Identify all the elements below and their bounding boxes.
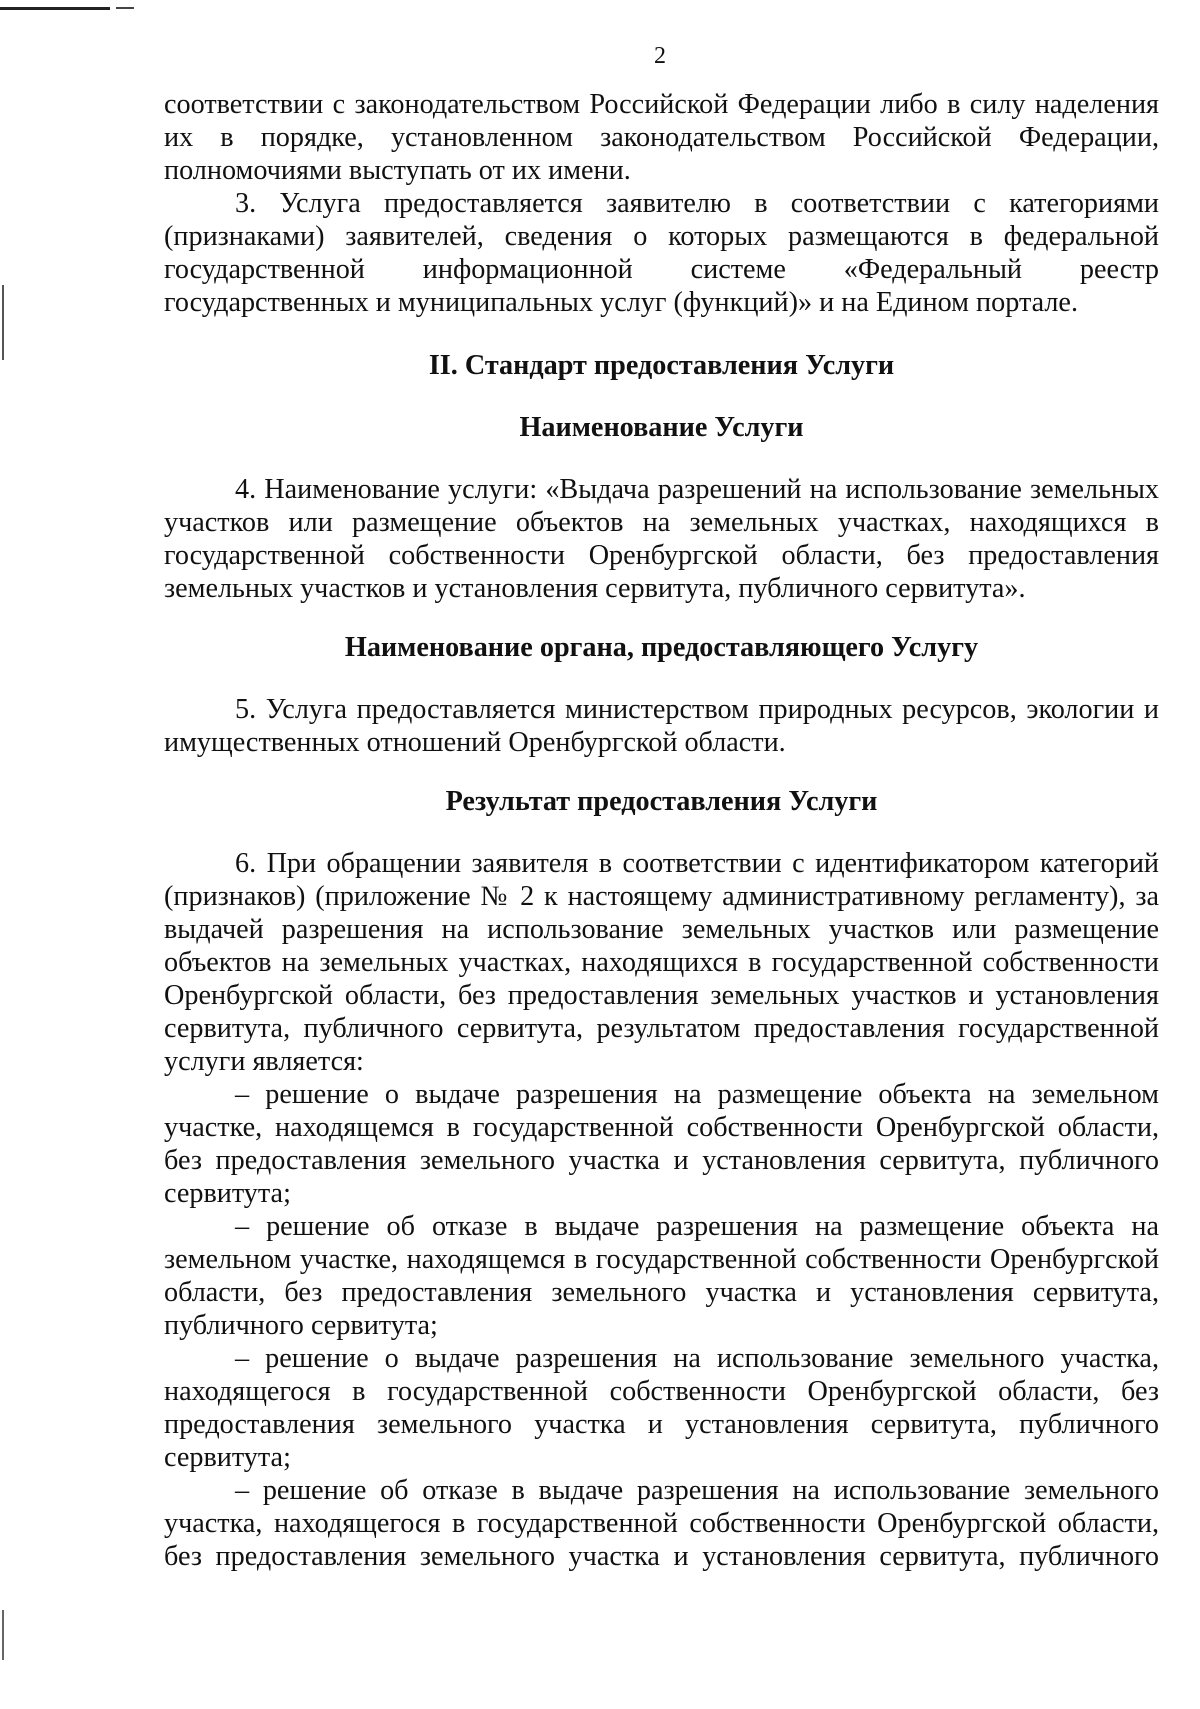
scan-artifact-edge [2, 285, 4, 360]
section-heading-standard: II. Стандарт предоставления Услуги [428, 350, 895, 381]
paragraph-5: 5. Услуга предоставляется министерством природных ресурсов, экологии и имущественных отношений Оренбургской области. [164, 694, 1159, 758]
scan-artifact-line [116, 7, 134, 9]
subheading-result: Результат предоставления Услуги [445, 786, 878, 817]
document-body [164, 88, 1159, 1573]
page-number: 2 [654, 43, 666, 69]
list-item-decision-use-grant: – решение о выдаче разрешения на использование земельного участка, находящегося в государственной собственности Оренбургской области, без предоставления земельного участка и установления сервитута, публичного сервитута; [164, 1343, 1159, 1473]
list-item-decision-placement-grant: – решение о выдаче разрешения на размещение объекта на земельном участке, находящемся в государственной собственности Оренбургской области, без предоставления земельного участка и установления сервитута, публичного сервитута; [164, 1079, 1159, 1209]
paragraph-6: 6. При обращении заявителя в соответствии с идентификатором категорий (признаков) (приложение № 2 к настоящему административному регламенту), за выдачей разрешения на использование земельных участков или размещение объектов на земельных участках, находящихся в государственной собственности Оренбургской области, без предоставления земельных участков и установления сервитута, публичного сервитута, результатом предоставления государственной услуги является: [164, 848, 1159, 1077]
subheading-organ: Наименование органа, предоставляющего Услугу [344, 632, 979, 663]
scan-artifact-line [0, 7, 110, 10]
paragraph-intro-continuation: соответствии с законодательством Российской Федерации либо в силу наделения их в порядке, установленном законодательством Российской Федерации, полномочиями выступать от их имени. [164, 89, 1159, 186]
list-item-decision-use-refusal: – решение об отказе в выдаче разрешения на использование земельного участка, находящегося в государственной собственности Оренбургской области, без предоставления земельного участка и установления сервитута, публичного [164, 1475, 1159, 1572]
list-item-decision-placement-refusal: – решение об отказе в выдаче разрешения на размещение объекта на земельном участке, находящемся в государственной собственности Оренбургской области, без предоставления земельного участка и установления сервитута, публичного сервитута; [164, 1211, 1159, 1341]
paragraph-4: 4. Наименование услуги: «Выдача разрешений на использование земельных участков или размещение объектов на земельных участках, находящихся в государственной собственности Оренбургской области, без предоставления земельных участков и установления сервитута, публичного сервитута». [164, 474, 1159, 604]
scan-artifact-edge [2, 1610, 4, 1660]
paragraph-3: 3. Услуга предоставляется заявителю в соответствии с категориями (признаками) заявителей, сведения о которых размещаются в федеральной государственной информационной системе «Федеральный реестр государственных и муниципальных услуг (функций)» и на Едином портале. [164, 188, 1159, 318]
subheading-service-name: Наименование Услуги [519, 412, 804, 443]
